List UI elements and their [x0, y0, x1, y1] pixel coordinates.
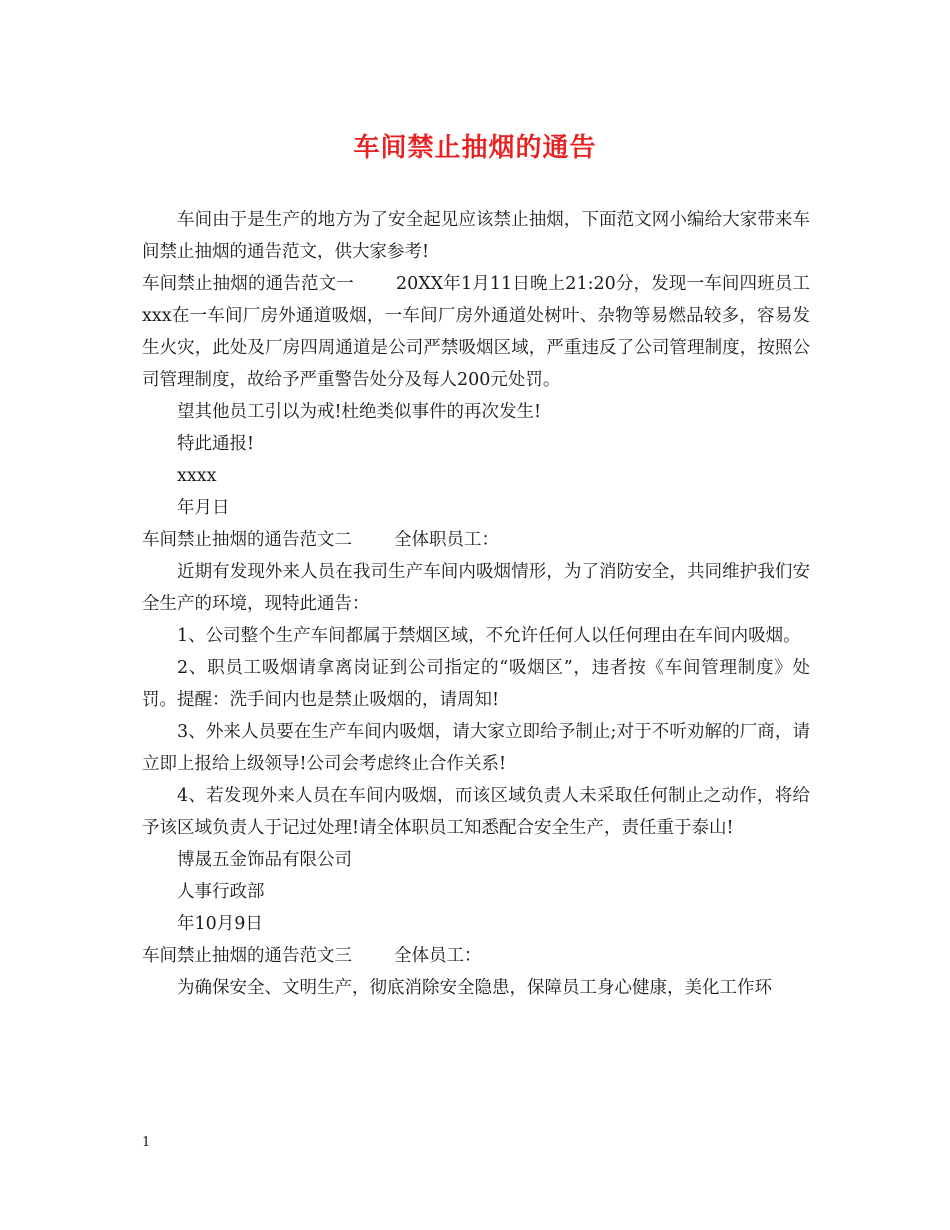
sample3-heading: 车间禁止抽烟的通告范文三: [142, 946, 352, 966]
page-number: 1: [142, 1135, 151, 1150]
sample3-intro: 为确保安全、文明生产，彻底消除安全隐患，保障员工身心健康，美化工作环: [177, 978, 772, 998]
sample2-intro: 近期有发现外来人员在我司生产车间内吸烟情形，为了消防安全，共同维护我们安全生产的环境，现特此通告：: [142, 562, 810, 614]
sample2-addressee: 全体职员工：: [394, 530, 499, 550]
document-body: [142, 204, 810, 1004]
sample1-lead-paragraph: [142, 268, 810, 396]
sample2-heading-line: [142, 524, 810, 556]
document-title: 车间禁止抽烟的通告: [353, 133, 597, 163]
sample2-heading: 车间禁止抽烟的通告范文二: [142, 530, 352, 550]
sample2-item-4: 4、若发现外来人员在车间内吸烟，而该区域负责人未采取任何制止之动作，将给予该区域负责人于记过处理!请全体职员工知悉配合安全生产，责任重于泰山!: [142, 786, 810, 838]
sample1-closing: 特此通报!: [177, 434, 255, 454]
sample1-lead: 20XX年1月11日晚上21:20分，发现一车间四班员工xxx在一车间厂房外通道吸烟，一车间厂房外通道处树叶、杂物等易燃品较多，容易发生火灾，此处及厂房四周通道是公司严禁吸烟区域，严重违反了公司管理制度，按照公司管理制度，故给予严重警告处分及每人200元处罚。: [142, 274, 811, 390]
sample3-addressee: 全体员工：: [394, 946, 482, 966]
sample2-date: 年10月9日: [177, 914, 263, 934]
sample2-item-2: 2、职员工吸烟请拿离岗证到公司指定的“吸烟区”，违者按《车间管理制度》处罚。提醒：洗手间内也是禁止吸烟的，请周知!: [142, 658, 810, 710]
sample2-item-3: 3、外来人员要在生产车间内吸烟，请大家立即给予制止;对于不听劝解的厂商，请立即上报给上级领导!公司会考虑终止合作关系!: [142, 722, 810, 774]
sample2-department: 人事行政部: [177, 882, 265, 902]
intro-paragraph: 车间由于是生产的地方为了安全起见应该禁止抽烟，下面范文网小编给大家带来车间禁止抽烟的通告范文，供大家参考!: [142, 210, 810, 262]
sample1-date: 年月日: [177, 498, 230, 518]
sample2-company: 博晟五金饰品有限公司: [177, 850, 352, 870]
sample1-signature: xxxx: [177, 466, 217, 486]
sample3-heading-line: [142, 940, 810, 972]
sample1-heading: 车间禁止抽烟的通告范文一: [142, 274, 354, 294]
sample2-item-1: 1、公司整个生产车间都属于禁烟区域，不允许任何人以任何理由在车间内吸烟。: [177, 626, 801, 646]
sample1-warning: 望其他员工引以为戒!杜绝类似事件的再次发生!: [177, 402, 542, 422]
